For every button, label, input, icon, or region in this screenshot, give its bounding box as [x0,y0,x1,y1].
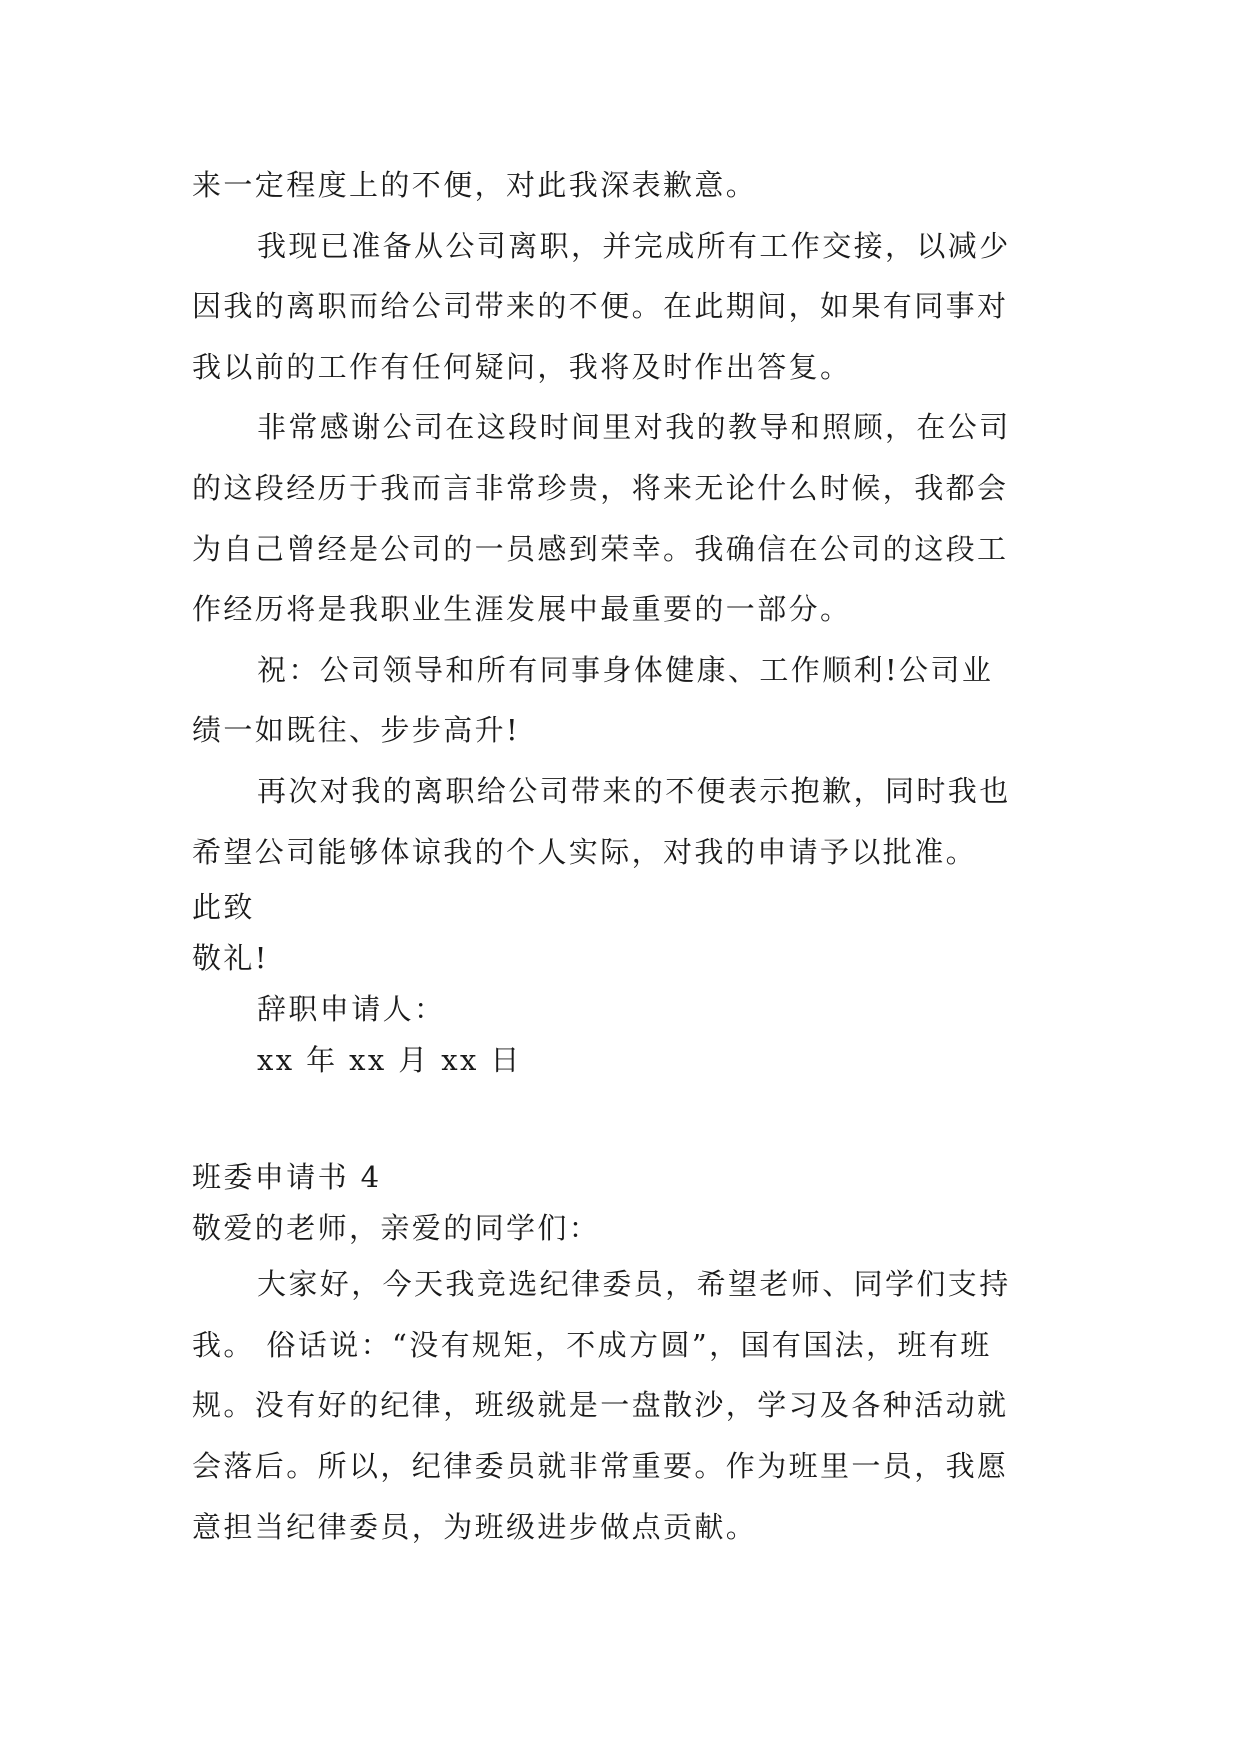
text-line: 来一定程度上的不便，对此我深表歉意。 [192,168,758,202]
signer-label: 辞职申请人： [257,992,446,1027]
text-line: 因我的离职而给公司带来的不便。在此期间，如果有同事对 [192,289,1009,324]
document-body [192,155,1062,1557]
signature-date: xx 年 xx 月 xx 日 [257,1043,522,1078]
text-line: 绩一如既往、步步高升! [192,713,521,748]
salutation: 敬爱的老师，亲爱的同学们： [192,1211,601,1246]
closing-salute: 敬礼! [192,941,269,976]
text-line: 为自己曾经是公司的一员感到荣幸。我确信在公司的这段工 [192,531,1009,566]
text-line: 希望公司能够体谅我的个人实际，对我的申请予以批准。 [192,834,978,869]
text-line: 我以前的工作有任何疑问，我将及时作出答复。 [192,349,852,384]
paragraph-line: 我现已准备从公司离职，并完成所有工作交接，以减少 [257,228,1011,263]
text-line: 规。没有好的纪律，班级就是一盘散沙，学习及各种活动就 [192,1388,1009,1423]
paragraph-line: 非常感谢公司在这段时间里对我的教导和照顾，在公司 [257,410,1011,445]
paragraph-line: 祝：公司领导和所有同事身体健康、工作顺利!公司业 [257,652,994,687]
text-line: 我。 俗话说：“没有规矩，不成方圆”，国有国法，班有班 [192,1327,992,1362]
paragraph-line: 再次对我的离职给公司带来的不便表示抱歉，同时我也 [257,773,1011,808]
closing-greeting: 此致 [192,890,255,925]
text-line: 会落后。所以，纪律委员就非常重要。作为班里一员，我愿 [192,1448,1009,1483]
text-line: 的这段经历于我而言非常珍贵，将来无论什么时候，我都会 [192,470,1009,505]
text-line: 意担当纪律委员，为班级进步做点贡献。 [192,1509,758,1544]
section-spacer [192,1086,1062,1152]
section-title: 班委申请书 4 [192,1160,382,1195]
paragraph-line: 大家好，今天我竞选纪律委员，希望老师、同学们支持 [257,1267,1011,1302]
text-line: 作经历将是我职业生涯发展中最重要的一部分。 [192,592,852,627]
